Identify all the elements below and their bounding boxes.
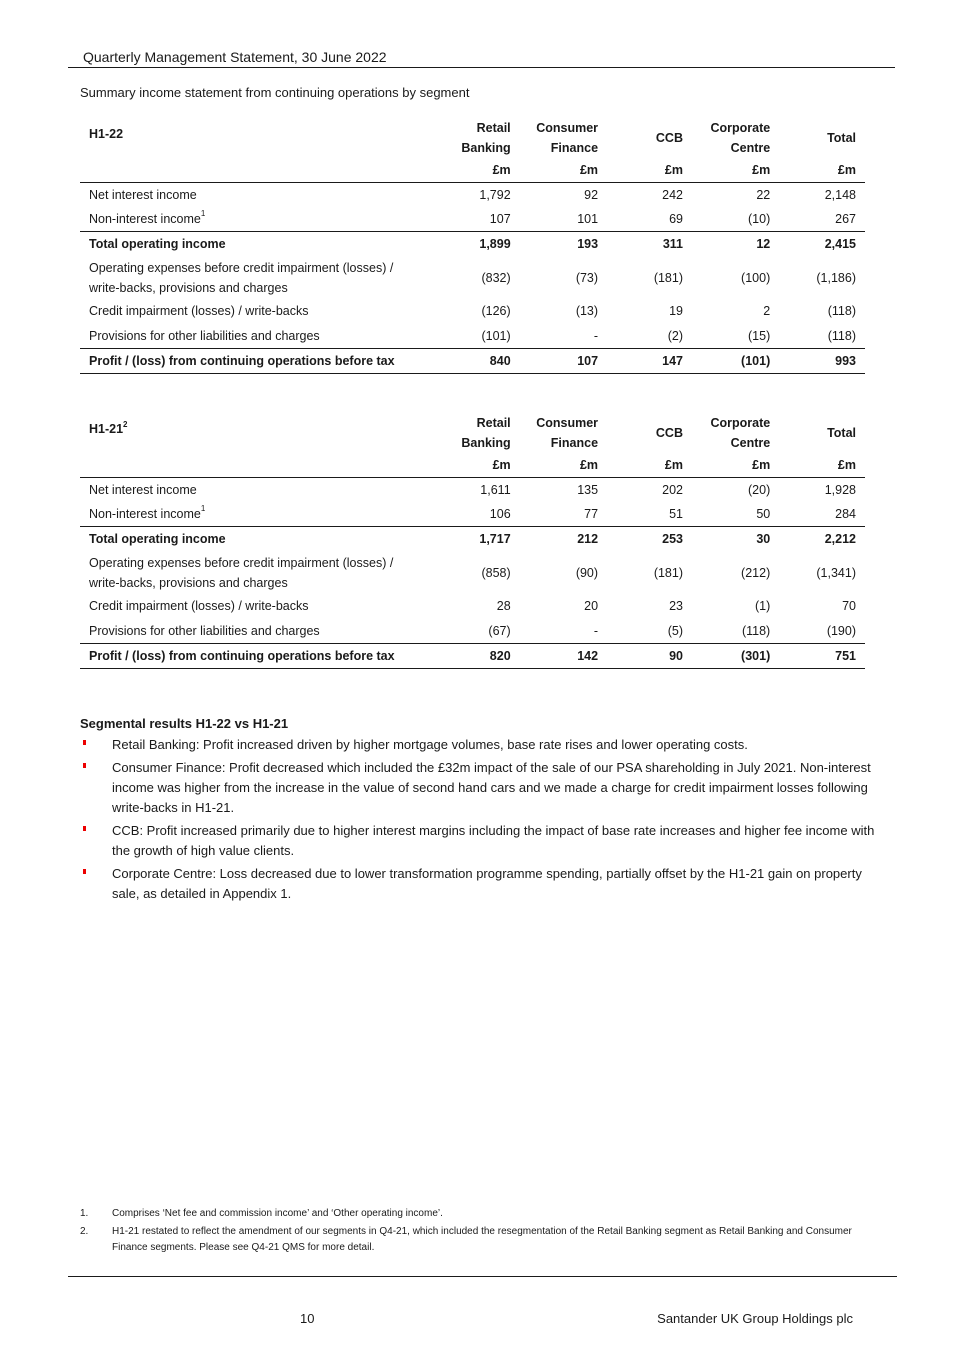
- unit-row: £m £m £m £m £m: [80, 158, 865, 182]
- segment-table-h1-21: [80, 413, 865, 669]
- page-header: [68, 48, 895, 68]
- total-row: Total operating income 1,717 212 253 30 2,212: [80, 526, 865, 551]
- segmental-results-heading: Segmental results H1-22 vs H1-21: [80, 716, 289, 731]
- profit-row: Profit / (loss) from continuing operations before tax 840 107 147 (101) 993: [80, 348, 865, 373]
- col-ccb: CCB: [655, 426, 683, 440]
- segmental-results-list: [80, 735, 880, 904]
- period-label: $H1-21^2$: [89, 419, 128, 436]
- table-row: Provisions for other liabilities and charges (67) - (5) (118) (190): [89, 623, 856, 638]
- list-item: Retail Banking: Profit increased driven by higher mortgage volumes, base rate rises and lower operating costs.: [80, 735, 880, 755]
- col-corporate-centre: Corporate Centre: [710, 416, 771, 450]
- page-number: 10: [300, 1311, 315, 1326]
- bullet-icon: [83, 740, 86, 745]
- table-row: Net interest income 1,792 92 242 22 2,148: [89, 187, 856, 202]
- col-total: Total: [827, 426, 856, 440]
- table-row: Provisions for other liabilities and charges (101) - (2) (15) (118): [89, 328, 856, 343]
- table-row: Non-interest income$^1$ 106 77 51 50 284: [89, 504, 856, 521]
- table-row: Non-interest income$^1$ 107 101 69 (10) 267: [89, 209, 856, 226]
- col-consumer-finance: Consumer Finance: [536, 121, 599, 155]
- col-retail-banking: Retail Banking: [461, 416, 511, 450]
- table-row: Operating expenses before credit impairment (losses) / write-backs, provisions and charges (858) (90) (181) (212) (1,341): [89, 555, 856, 590]
- profit-row: Profit / (loss) from continuing operations before tax 820 142 90 (301) 751: [80, 643, 865, 668]
- table-row: Credit impairment (losses) / write-backs 28 20 23 (1) 70: [89, 599, 856, 614]
- table-row: Credit impairment (losses) / write-backs (126) (13) 19 2 (118): [89, 304, 856, 319]
- total-row: Total operating income 1,899 193 311 12 2,415: [80, 231, 865, 256]
- list-item: Corporate Centre: Loss decreased due to lower transformation programme spending, partially offset by the H1-21 gain on property sale, as detailed in Appendix 1.: [80, 864, 880, 904]
- col-retail-banking: Retail Banking: [461, 121, 511, 155]
- col-corporate-centre: Corporate Centre: [710, 121, 771, 155]
- col-ccb: CCB: [655, 131, 683, 145]
- list-item: CCB: Profit increased primarily due to higher interest margins including the impact of base rate increases and higher fee income with the growth of high value clients.: [80, 821, 880, 861]
- col-total: Total: [827, 131, 856, 145]
- footnotes: [80, 1206, 880, 1258]
- table-row: Operating expenses before credit impairment (losses) / write-backs, provisions and charges (832) (73) (181) (100) (1,186): [89, 260, 856, 295]
- segmental-results: [80, 714, 880, 907]
- period-label: H1-22: [89, 127, 124, 141]
- header-row: [80, 118, 865, 158]
- segment-table-h1-22: [80, 118, 865, 374]
- header-row: [80, 413, 865, 453]
- list-item: Consumer Finance: Profit decreased which included the £32m impact of the sale of our PSA shareholding in July 2021. Non-interest income was higher from the increase in the value of second hand cars and we made a charge for credit impairment losses following write-backs in H1-21.: [80, 758, 880, 818]
- footnote: 1. Comprises ‘Net fee and commission income’ and ‘Other operating income’.: [80, 1208, 443, 1219]
- bullet-icon: [83, 763, 86, 768]
- footer-divider: [68, 1276, 897, 1277]
- bullet-icon: [83, 826, 86, 831]
- unit-row: £m £m £m £m £m: [80, 453, 865, 477]
- table-row: Net interest income 1,611 135 202 (20) 1,928: [89, 482, 856, 497]
- footnote: 2. H1-21 restated to reflect the amendment of our segments in Q4-21, which included the resegmentation of the Retail Banking segment as Retail Banking and Consumer Finance segments. Please see Q4-21 QMS for more detail.: [80, 1226, 852, 1253]
- bullet-icon: [83, 869, 86, 874]
- document-title: Quarterly Management Statement, 30 June 2022: [83, 49, 387, 65]
- company-name: Santander UK Group Holdings plc: [657, 1311, 853, 1326]
- col-consumer-finance: Consumer Finance: [536, 416, 599, 450]
- section-subtitle: Summary income statement from continuing operations by segment: [80, 85, 470, 100]
